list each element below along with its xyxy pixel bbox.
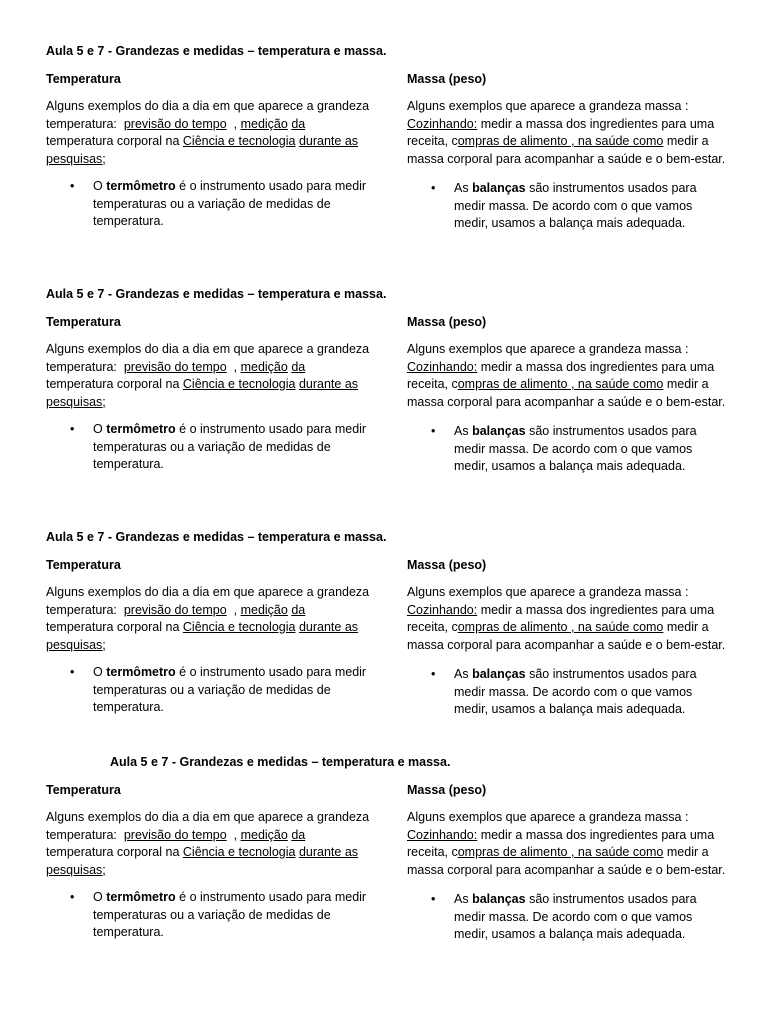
termometro-bullet: • O termômetro é o instrumento usado para medir temperaturas ou a variação de medidas de temperatura. [70,665,367,714]
termometro-bullet: • O termômetro é o instrumento usado para medir temperaturas ou a variação de medidas de temperatura. [70,179,367,228]
temperatura-heading: Temperatura [46,558,121,572]
temperatura-column [46,314,376,474]
temperatura-paragraph: Alguns exemplos do dia a dia em que aparece a grandeza temperatura: previsão do tempo , medição da temperatura corporal na Ciência e tecnologia durante as pesquisas; [46,99,370,166]
lesson-title: Aula 5 e 7 - Grandezas e medidas – temperatura e massa. [46,530,387,544]
massa-heading: Massa (peso) [407,558,487,572]
temperatura-column [46,557,376,717]
temperatura-column [46,71,376,231]
bullet-icon: • [431,667,436,681]
lesson-title: Aula 5 e 7 - Grandezas e medidas – temperatura e massa. [46,44,387,58]
massa-heading: Massa (peso) [407,315,487,329]
termometro-bullet: • O termômetro é o instrumento usado para medir temperaturas ou a variação de medidas de temperatura. [70,890,367,939]
bullet-icon: • [431,424,436,438]
temperatura-column [46,782,376,942]
temperatura-paragraph: Alguns exemplos do dia a dia em que aparece a grandeza temperatura: previsão do tempo , medição da temperatura corporal na Ciência e tecnologia durante as pesquisas; [46,810,370,877]
massa-paragraph: Alguns exemplos que aparece a grandeza massa : Cozinhando: medir a massa dos ingredientes para uma receita, compras de alimento , na saúde como medir a massa corporal para acompanhar a saúde e o bem-estar. [407,342,726,409]
bullet-icon: • [431,892,436,906]
temperatura-heading: Temperatura [46,315,121,329]
bullet-icon: • [431,181,436,195]
massa-column [407,314,727,476]
balancas-bullet: • As balanças são instrumentos usados para medir massa. De acordo com o que vamos medir, usamos a balança mais adequada. [431,667,697,716]
balancas-bullet: • As balanças são instrumentos usados para medir massa. De acordo com o que vamos medir, usamos a balança mais adequada. [431,181,697,230]
massa-paragraph: Alguns exemplos que aparece a grandeza massa : Cozinhando: medir a massa dos ingredientes para uma receita, compras de alimento , na saúde como medir a massa corporal para acompanhar a saúde e o bem-estar. [407,99,726,166]
massa-paragraph: Alguns exemplos que aparece a grandeza massa : Cozinhando: medir a massa dos ingredientes para uma receita, compras de alimento , na saúde como medir a massa corporal para acompanhar a saúde e o bem-estar. [407,810,726,877]
massa-column [407,557,727,719]
bullet-icon: • [70,890,75,904]
bullet-icon: • [70,179,75,193]
temperatura-heading: Temperatura [46,783,121,797]
temperatura-heading: Temperatura [46,72,121,86]
massa-heading: Massa (peso) [407,783,487,797]
massa-paragraph: Alguns exemplos que aparece a grandeza massa : Cozinhando: medir a massa dos ingredientes para uma receita, compras de alimento , na saúde como medir a massa corporal para acompanhar a saúde e o bem-estar. [407,585,726,652]
bullet-icon: • [70,422,75,436]
balancas-bullet: • As balanças são instrumentos usados para medir massa. De acordo com o que vamos medir, usamos a balança mais adequada. [431,424,697,473]
lesson-title: Aula 5 e 7 - Grandezas e medidas – temperatura e massa. [110,755,451,769]
previsao-link: previsão do tempo [123,116,227,131]
bullet-icon: • [70,665,75,679]
massa-column [407,71,727,233]
lesson-title: Aula 5 e 7 - Grandezas e medidas – temperatura e massa. [46,287,387,301]
termometro-bullet: • O termômetro é o instrumento usado para medir temperaturas ou a variação de medidas de temperatura. [70,422,367,471]
balancas-bullet: • As balanças são instrumentos usados para medir massa. De acordo com o que vamos medir, usamos a balança mais adequada. [431,892,697,941]
temperatura-paragraph: Alguns exemplos do dia a dia em que aparece a grandeza temperatura: previsão do tempo , medição da temperatura corporal na Ciência e tecnologia durante as pesquisas; [46,585,370,652]
temperatura-paragraph: Alguns exemplos do dia a dia em que aparece a grandeza temperatura: previsão do tempo , medição da temperatura corporal na Ciência e tecnologia durante as pesquisas; [46,342,370,409]
massa-column [407,782,727,944]
massa-heading: Massa (peso) [407,72,487,86]
